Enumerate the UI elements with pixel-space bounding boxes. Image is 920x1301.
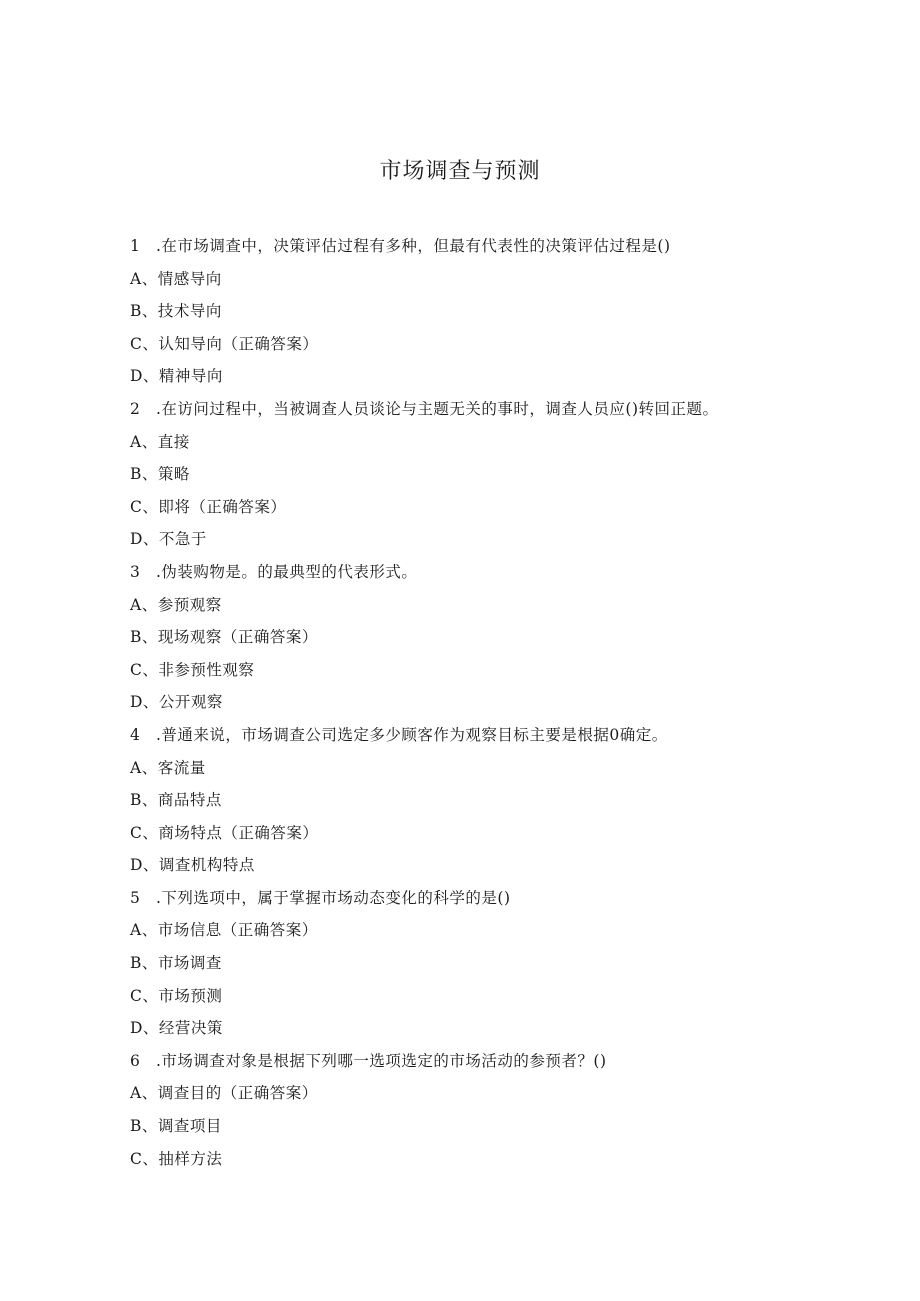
question-stem <box>130 884 810 917</box>
question-number: 5 <box>130 888 141 907</box>
document-title: 市场调查与预测 <box>379 159 541 184</box>
answer-option: C、抽样方法 <box>130 1149 223 1168</box>
answer-option: B、技术导向 <box>130 302 222 321</box>
question-text: .下列选项中，属于掌握市场动态变化的科学的是() <box>156 888 511 907</box>
question-text: .市场调查对象是根据下列哪一选项选定的市场活动的参预者？() <box>156 1051 607 1070</box>
answer-option: B、调查项目 <box>130 1117 222 1136</box>
question-number: 1 <box>130 237 141 255</box>
answer-option: C、市场预测 <box>130 986 223 1005</box>
question-stem <box>130 232 810 265</box>
answer-option: C、商场特点（正确答案） <box>130 823 319 842</box>
question-text: .在市场调查中，决策评估过程有多种，但最有代表性的决策评估过程是() <box>156 237 671 255</box>
answer-option: A、客流量 <box>130 758 206 777</box>
answer-option: A、参预观察 <box>130 595 222 614</box>
answer-option: C、即将（正确答案） <box>130 497 287 516</box>
question-number: 2 <box>130 399 141 418</box>
answer-option: A、直接 <box>130 432 190 451</box>
answer-option: D、精神导向 <box>130 367 223 386</box>
answer-option: B、现场观察（正确答案） <box>130 628 318 647</box>
question-text: .在访问过程中，当被调查人员谈论与主题无关的事时，调查人员应()转回正题。 <box>156 399 719 418</box>
answer-option: A、情感导向 <box>130 269 222 288</box>
question-stem <box>130 1047 810 1080</box>
answer-option: A、调查目的（正确答案） <box>130 1084 318 1103</box>
question-number: 6 <box>130 1051 141 1070</box>
answer-option: B、策略 <box>130 465 190 484</box>
answer-option: C、认知导向（正确答案） <box>130 334 319 353</box>
question-text: .普通来说，市场调查公司选定多少顾客作为观察目标主要是根据0确定。 <box>156 725 668 744</box>
question-stem <box>130 558 810 591</box>
answer-option: C、非参预性观察 <box>130 660 255 679</box>
answer-option: B、商品特点 <box>130 791 222 810</box>
answer-option: D、不急于 <box>130 530 207 549</box>
answer-option: D、经营决策 <box>130 1019 223 1038</box>
answer-option: D、调查机构特点 <box>130 856 255 875</box>
question-number: 4 <box>130 725 141 744</box>
answer-option: B、市场调查 <box>130 954 222 973</box>
answer-option: D、公开观察 <box>130 693 223 712</box>
question-text: .伪装购物是。的最典型的代表形式。 <box>156 562 418 581</box>
question-stem <box>130 395 810 428</box>
answer-option: A、市场信息（正确答案） <box>130 921 318 940</box>
question-stem <box>130 721 810 754</box>
question-number: 3 <box>130 562 141 581</box>
question-list <box>130 232 810 1177</box>
